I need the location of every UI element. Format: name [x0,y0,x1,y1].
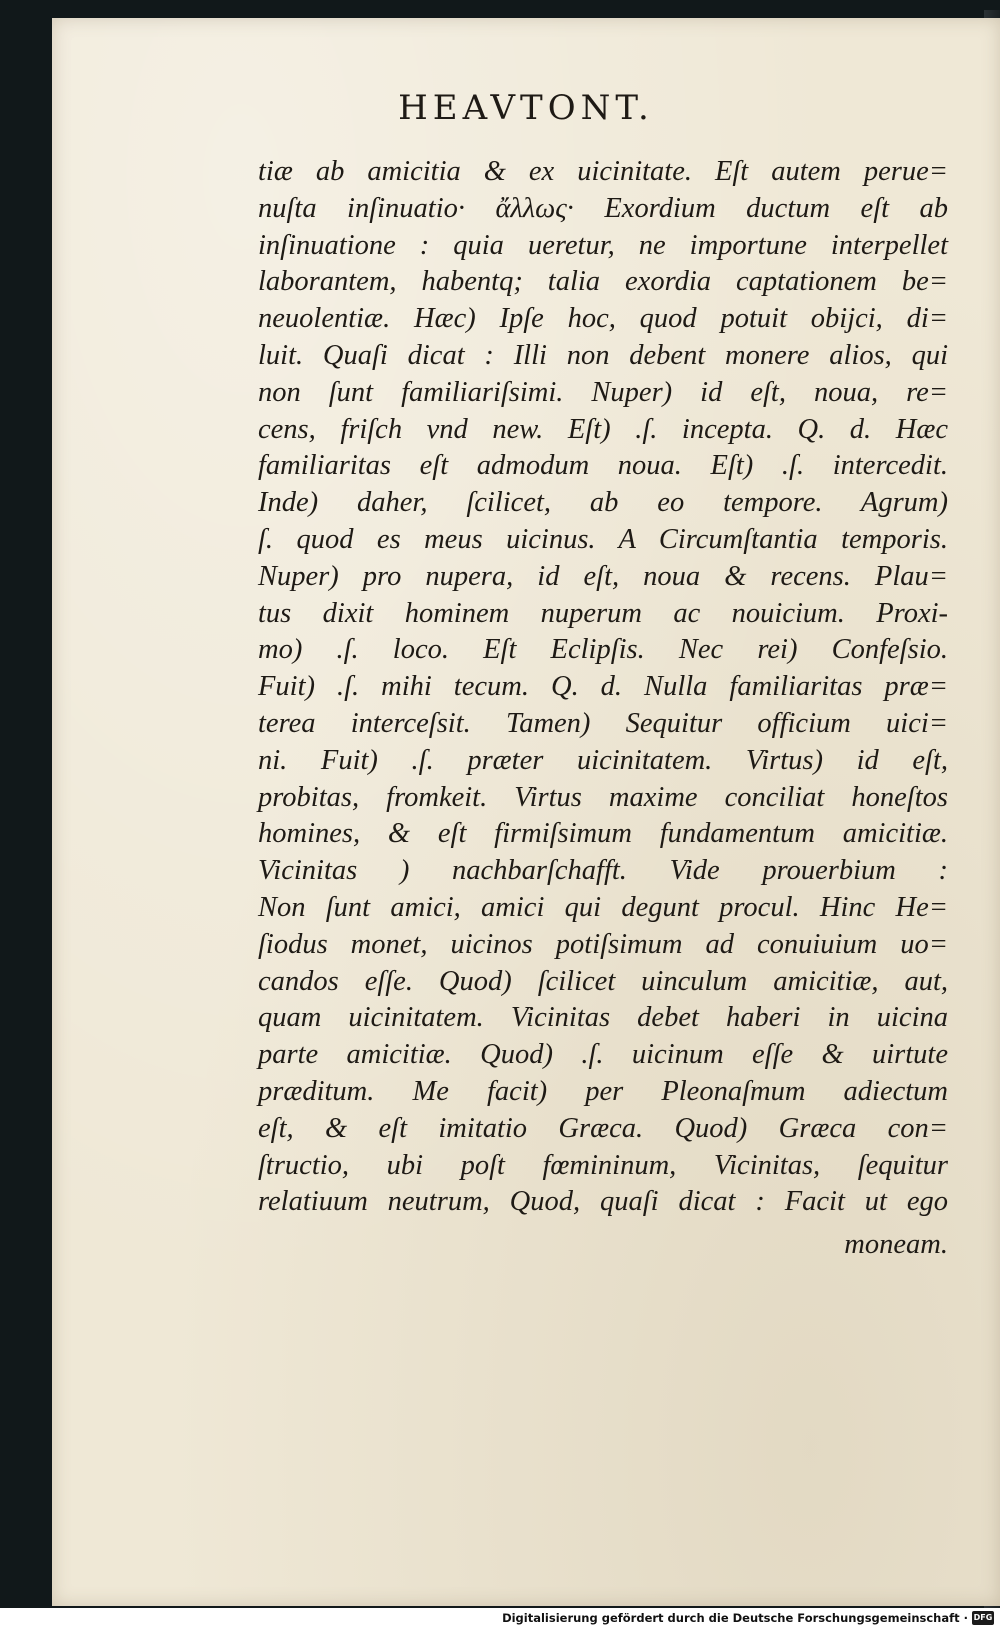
text-line: eſt, & eſt imitatio Græca. Quod) Græca con= [258,1112,948,1144]
text-line: tiæ ab amicitia & ex uicinitate. Eſt autem perue= [258,156,948,187]
catchword: moneam. [844,1229,948,1261]
digitization-footer [0,1608,1000,1628]
text-line: terea interceſsit. Tamen) Sequitur officium uici= [258,707,948,739]
text-line: ſtructio, ubi poſt fœmininum, Vicinitas, ſequitur [258,1149,948,1181]
text-line: parte amicitiæ. Quod) .ſ. uicinum eſſe & uirtute [258,1039,948,1071]
text-line: Fuit) .ſ. mihi tecum. Q. d. Nulla familiaritas præ= [258,671,948,703]
text-line: familiaritas eſt admodum noua. Eſt) .ſ. intercedit. [258,450,948,482]
text-line: quam uicinitatem. Vicinitas debet haberi in uicina [258,1002,948,1034]
text-line: Non ſunt amici, amici qui degunt procul. Hinc He= [258,891,948,923]
text-line: ni. Fuit) .ſ. præter uicinitatem. Virtus) id eſt, [258,744,948,776]
text-line: cens, friſch vnd new. Eſt) .ſ. incepta. Q. d. Hæc [258,413,948,445]
text-line: Vicinitas ) nachbarſchafft. Vide prouerbium : [258,855,948,887]
text-line: laborantem, habentq; talia exordia captationem be= [258,266,948,298]
running-title: HEAVTONT. [398,88,654,128]
funding-credit: Digitalisierung gefördert durch die Deutsche Forschungsgemeinschaft · [502,1611,968,1625]
text-line: Nuper) pro nupera, id eſt, noua & recens. Plau= [258,560,948,592]
text-line: inſinuatione : quia ueretur, ne importune interpellet [258,229,948,261]
text-line: probitas, fromkeit. Virtus maxime conciliat honeſtos [258,781,948,813]
text-line: ſiodus monet, uicinos potiſsimum ad conuiuium uo= [258,928,948,960]
text-line: luit. Quaſi dicat : Illi non debent monere alios, qui [258,339,948,371]
text-line: relatiuum neutrum, Quod, quaſi dicat : Facit ut ego [258,1186,948,1218]
book-page [52,18,1000,1606]
text-line: candos eſſe. Quod) ſcilicet uinculum amicitiæ, aut, [258,965,948,997]
text-line: mo) .ſ. loco. Eſt Eclipſis. Nec rei) Confeſsio. [258,634,948,666]
text-line: neuolentiæ. Hæc) Ipſe hoc, quod potuit obijci, di= [258,303,948,335]
text-line: non ſunt familiariſsimi. Nuper) id eſt, noua, re= [258,376,948,408]
text-line: Inde) daher, ſcilicet, ab eo tempore. Agrum) [258,487,948,519]
text-line: tus dixit hominem nuperum ac nouicium. Proxi- [258,597,948,629]
text-line: nuſta inſinuatio· ἄλλως· Exordium ductum eſt ab [258,192,948,224]
page-text-block [258,154,948,1264]
text-line: præditum. Me facit) per Pleonaſmum adiectum [258,1075,948,1107]
text-line: homines, & eſt firmiſsimum fundamentum amicitiæ. [258,818,948,850]
text-line: ſ. quod es meus uicinus. A Circumſtantia temporis. [258,523,948,555]
dfg-logo-icon: DFG [972,1611,994,1625]
